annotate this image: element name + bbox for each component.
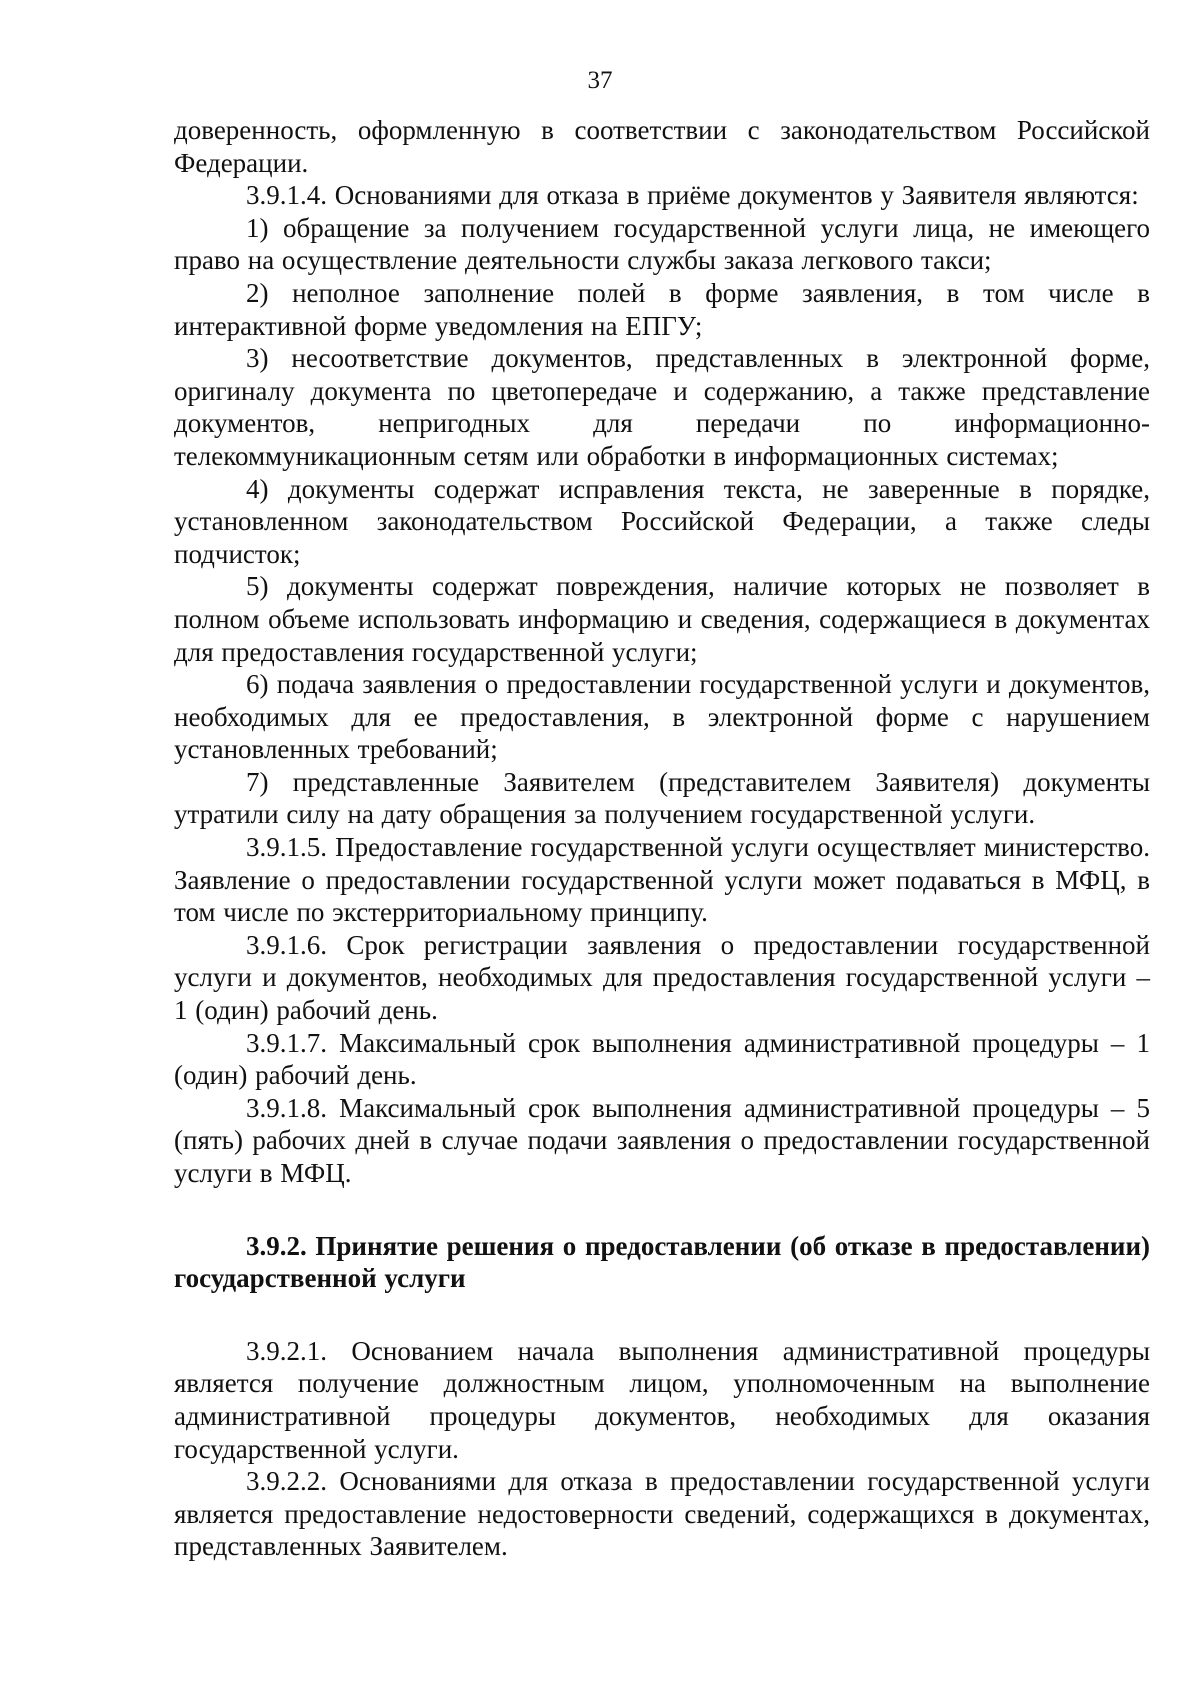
list-item: 1) обращение за получением государственной услуги лица, не имеющего право на осуществление деятельности службы заказа легкового такси; [174,212,1150,276]
document-body [174,114,1150,1563]
paragraph: 3.9.1.8. Максимальный срок выполнения административной процедуры – 5 (пять) рабочих дней в случае подачи заявления о предоставлении государственной услуги в МФЦ. [174,1092,1150,1188]
paragraph: 3.9.2.1. Основанием начала выполнения административной процедуры является получение должностным лицом, уполномоченным на выполнение административной процедуры документов, необходимых для оказания государственной услуги. [174,1335,1150,1464]
list-item: 2) неполное заполнение полей в форме заявления, в том числе в интерактивной форме уведомления на ЕПГУ; [174,277,1150,341]
paragraph: 3.9.1.6. Срок регистрации заявления о предоставлении государственной услуги и документов, необходимых для предоставления государственной услуги – 1 (один) рабочий день. [174,929,1150,1026]
paragraph: 3.9.1.5. Предоставление государственной услуги осуществляет министерство. Заявление о предоставлении государственной услуги может подаваться в МФЦ, в том числе по экстерриториальному принципу. [174,832,1150,928]
paragraph: 3.9.2.2. Основаниями для отказа в предоставлении государственной услуги является предоставление недостоверности сведений, содержащихся в документах, представленных Заявителем. [174,1466,1150,1562]
list-item: 4) документы содержат исправления текста, не заверенные в порядке, установленном законодательством Российской Федерации, а также следы подчисток; [174,473,1150,569]
list-item: 6) подача заявления о предоставлении государственной услуги и документов, необходимых для ее предоставления, в электронной форме с нарушением установленных требований; [174,669,1150,765]
section-heading: 3.9.2. Принятие решения о предоставлении (об отказе в предоставлении) государственной услуги [174,1230,1150,1294]
list-item: 3) несоответствие документов, представленных в электронной форме, оригиналу документа по цветопередаче и содержанию, а также представление документов, непригодных для передачи по информационно-телекоммуникационным сетям или обработки в информационных системах; [174,343,1150,471]
page-number: 37 [587,67,613,94]
paragraph: 3.9.1.4. Основаниями для отказа в приёме документов у Заявителя являются: [246,180,1139,211]
paragraph: 3.9.1.7. Максимальный срок выполнения административной процедуры – 1 (один) рабочий день. [174,1027,1150,1091]
paragraph: доверенность, оформленную в соответствии с законодательством Российской Федерации. [174,115,1150,178]
list-item: 5) документы содержат повреждения, наличие которых не позволяет в полном объеме использовать информацию и сведения, содержащиеся в документах для предоставления государственной услуги; [174,571,1150,667]
list-item: 7) представленные Заявителем (представителем Заявителя) документы утратили силу на дату обращения за получением государственной услуги. [174,766,1150,830]
